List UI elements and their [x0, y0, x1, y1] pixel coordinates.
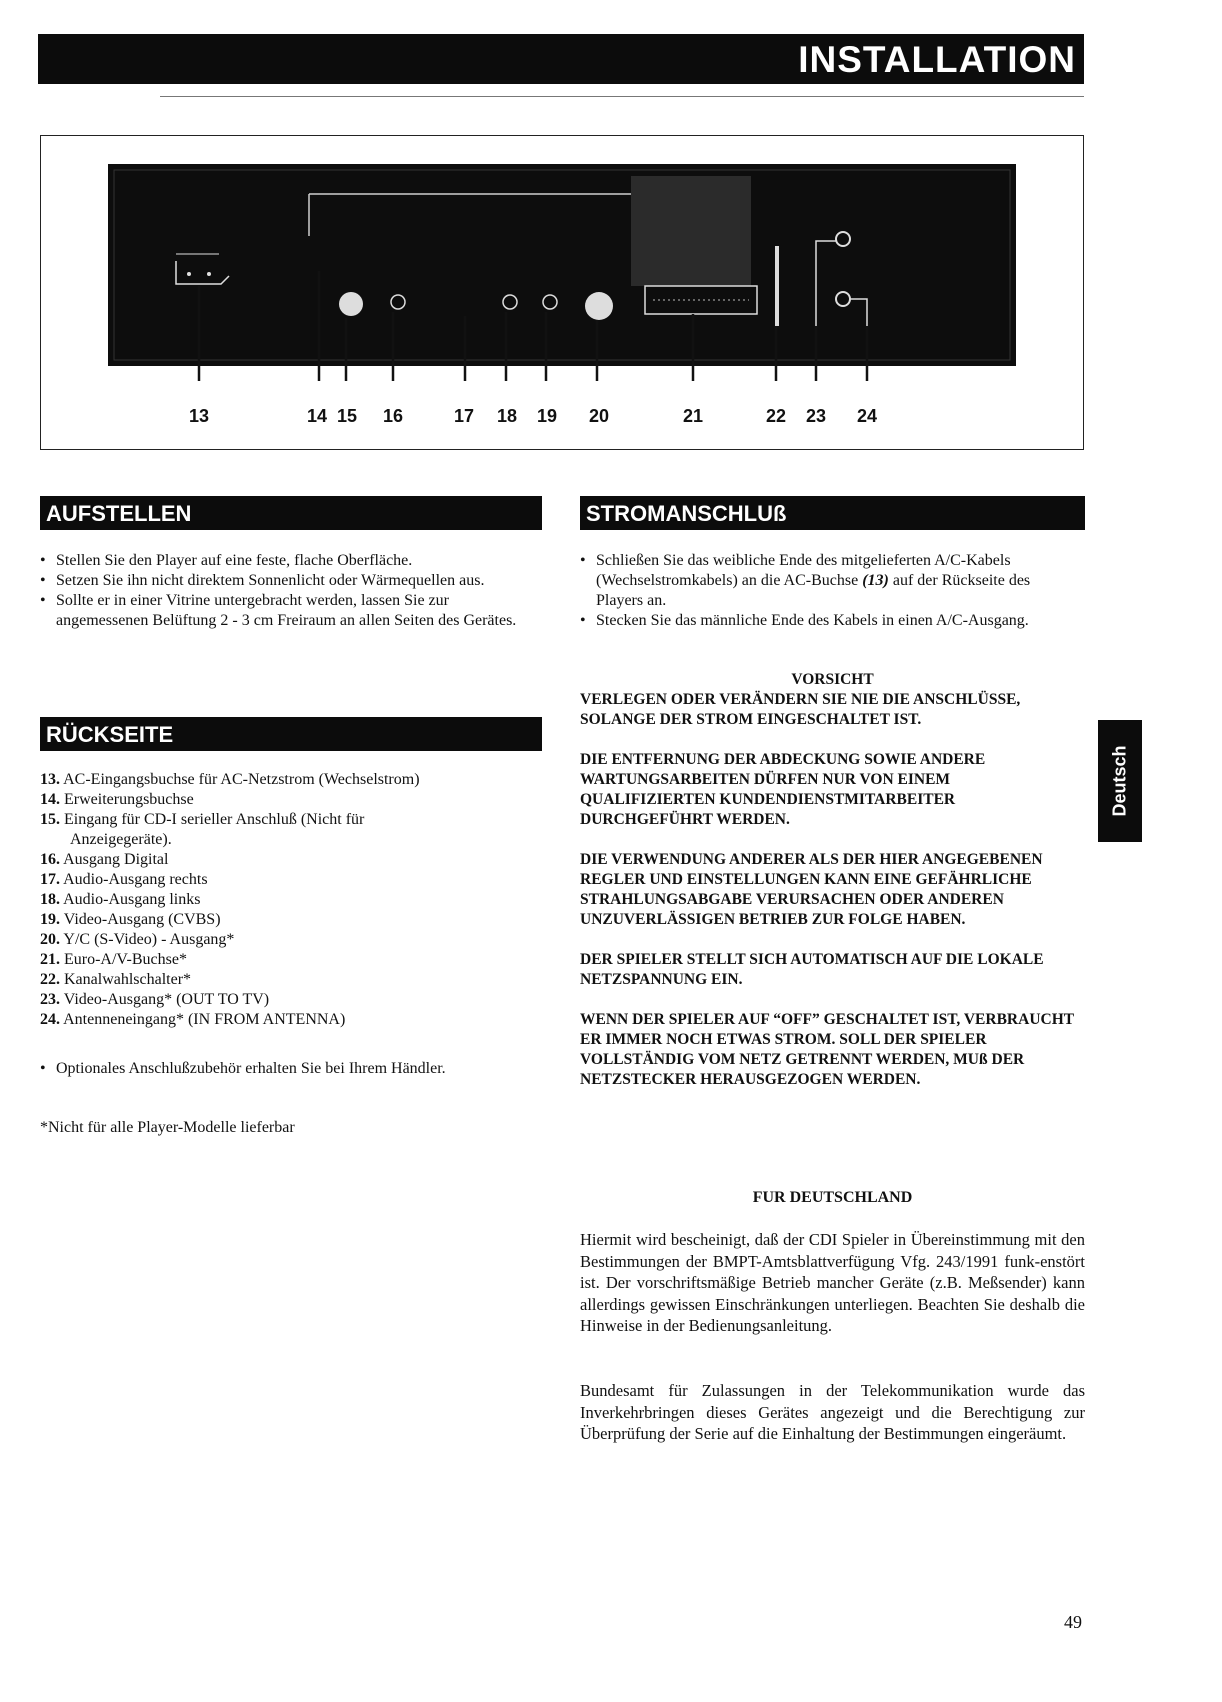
rear-panel-diagram: [41, 136, 1085, 451]
caution-block: [580, 670, 1085, 1110]
ac-socket-reference: (13): [862, 572, 889, 589]
ac-pin-2: [207, 272, 211, 276]
header-rule: [160, 96, 1084, 97]
aufstellen-bullet-3: • Sollte er in einer Vitrine untergebracht werden, lassen Sie zur angemessenen Belüftung 2 - 3 cm Freiraum an allen Seiten des Gerätes.: [40, 591, 542, 631]
callout-22: 22: [765, 406, 787, 426]
rear-item-15: 15. Eingang für CD-I serieller Anschluß (Nicht für Anzeigegeräte).: [40, 811, 365, 848]
rear-panel-figure: [40, 135, 1084, 450]
cdi-serial-connector: [339, 292, 363, 316]
rear-item-18: 18. Audio-Ausgang links: [40, 891, 201, 908]
callout-19: 19: [536, 406, 558, 426]
callout-13: 13: [188, 406, 210, 426]
germany-notice-paragraph-2: Bundesamt für Zulassungen in der Telekommunikation wurde das Inverkehrbringen dieses Gerätes angezeigt und die Berechtigung zur Überprüfung der Serie auf die Einhaltung der Bestimmungen eingeräumt.: [580, 1381, 1085, 1443]
footnote: *Nicht für alle Player-Modelle lieferbar: [40, 1119, 295, 1136]
callout-17: 17: [453, 406, 475, 426]
stromanschluss-heading: STROMANSCHLUß: [580, 496, 1085, 530]
callout-20: 20: [588, 406, 610, 426]
optional-note: • Optionales Anschlußzubehör erhalten Sie bei Ihrem Händler.: [40, 1059, 560, 1079]
aufstellen-bullet-1: • Stellen Sie den Player auf eine feste, flache Oberfläche.: [40, 551, 542, 571]
caution-paragraph-5: WENN DER SPIELER AUF “OFF” GESCHALTET IST, VERBRAUCHT ER IMMER NOCH ETWAS STROM. SOLL DER SPIELER VOLLSTÄNDIG VOM NETZ GETRENNT WERDEN, MUß DER NETZSTECKER HERAUSGEZOGEN WERDEN.: [580, 1011, 1074, 1088]
language-tab: [1098, 720, 1142, 842]
rear-item-14: 14. Erweiterungsbuchse: [40, 791, 194, 808]
callout-21: 21: [682, 406, 704, 426]
rear-item-23: 23. Video-Ausgang* (OUT TO TV): [40, 991, 270, 1008]
callout-16: 16: [382, 406, 404, 426]
callout-23: 23: [805, 406, 827, 426]
language-tab-label: Deutsch: [1109, 745, 1130, 817]
rear-item-19: 19. Video-Ausgang (CVBS): [40, 911, 221, 928]
callout-14: 14: [306, 406, 328, 426]
rear-item-17: 17. Audio-Ausgang rechts: [40, 871, 208, 888]
germany-notice-title: FUR DEUTSCHLAND: [752, 1189, 913, 1206]
callout-18: 18: [496, 406, 518, 426]
rueckseite-heading: RÜCKSEITE: [40, 717, 542, 751]
rear-item-21: 21. Euro-A/V-Buchse*: [40, 951, 187, 968]
germany-notice-paragraph-1: Hiermit wird bescheinigt, daß der CDI Spieler in Übereinstimmung mit den Bestimmungen der BMPT-Amtsblattverfügung Vfg. 243/1991 funk-enstört ist. Der vorschriftsmäßige Betrieb mancher Geräte (z.B. Meßsender) kann allerdings gewissen Einschränkungen unterliegen. Beachten Sie deshalb die Hinweise in der Bedienungsanleitung.: [580, 1230, 1085, 1335]
rear-item-13: 13. AC-Eingangsbuchse für AC-Netzstrom (Wechselstrom): [40, 771, 420, 788]
strom-bullet-1: • Schließen Sie das weibliche Ende des mitgelieferten A/C-Kabels (Wechselstromkabels) an die AC-Buchse (13) auf der Rückseite des Players an.: [580, 551, 1080, 611]
header-bar: [38, 34, 1084, 84]
callout-15: 15: [336, 406, 358, 426]
aufstellen-heading: AUFSTELLEN: [40, 496, 542, 530]
channel-switch: [775, 246, 779, 326]
rear-item-16: 16. Ausgang Digital: [40, 851, 169, 868]
rear-item-22: 22. Kanalwahlschalter*: [40, 971, 192, 988]
rear-item-20: 20. Y/C (S-Video) - Ausgang*: [40, 931, 235, 948]
callout-24: 24: [856, 406, 878, 426]
aufstellen-bullet-2: • Setzen Sie ihn nicht direktem Sonnenlicht oder Wärmequellen aus.: [40, 571, 542, 591]
rueckseite-list: [40, 770, 542, 1030]
page-title: INSTALLATION: [798, 39, 1076, 80]
aufstellen-body: [40, 551, 542, 631]
ac-pin-1: [187, 272, 191, 276]
strom-bullet-2: • Stecken Sie das männliche Ende des Kabels in einen A/C-Ausgang.: [580, 611, 1080, 631]
caution-paragraph-4: DER SPIELER STELLT SICH AUTOMATISCH AUF DIE LOKALE NETZSPANNUNG EIN.: [580, 951, 1044, 988]
page-number: 49: [1064, 1612, 1082, 1632]
caution-paragraph-2: DIE ENTFERNUNG DER ABDECKUNG SOWIE ANDERE WARTUNGSARBEITEN DÜRFEN NUR VON EINEM QUALIFIZIERTEN KUNDENDIENSTMITARBEITER DURCHGEFÜHRT WERDEN.: [580, 751, 986, 828]
svideo-connector: [585, 292, 613, 320]
caution-paragraph-1: VERLEGEN ODER VERÄNDERN SIE NIE DIE ANSCHLÜSSE, SOLANGE DER STROM EINGESCHALTET IST.: [580, 691, 1021, 728]
caution-title: VORSICHT: [791, 671, 874, 688]
leader-tails: [199, 366, 867, 381]
rear-item-24: 24. Antenneneingang* (IN FROM ANTENNA): [40, 1011, 346, 1028]
speckle-area: [631, 176, 751, 286]
caution-paragraph-3: DIE VERWENDUNG ANDERER ALS DER HIER ANGEGEBENEN REGLER UND EINSTELLUNGEN KANN EINE GEFÄHRLICHE STRAHLUNGSABGABE VERURSACHEN ODER ANDEREN UNZUVERLÄSSIGEN BETRIEB ZUR FOLGE HABEN.: [580, 851, 1043, 928]
stromanschluss-body: [580, 551, 1080, 631]
